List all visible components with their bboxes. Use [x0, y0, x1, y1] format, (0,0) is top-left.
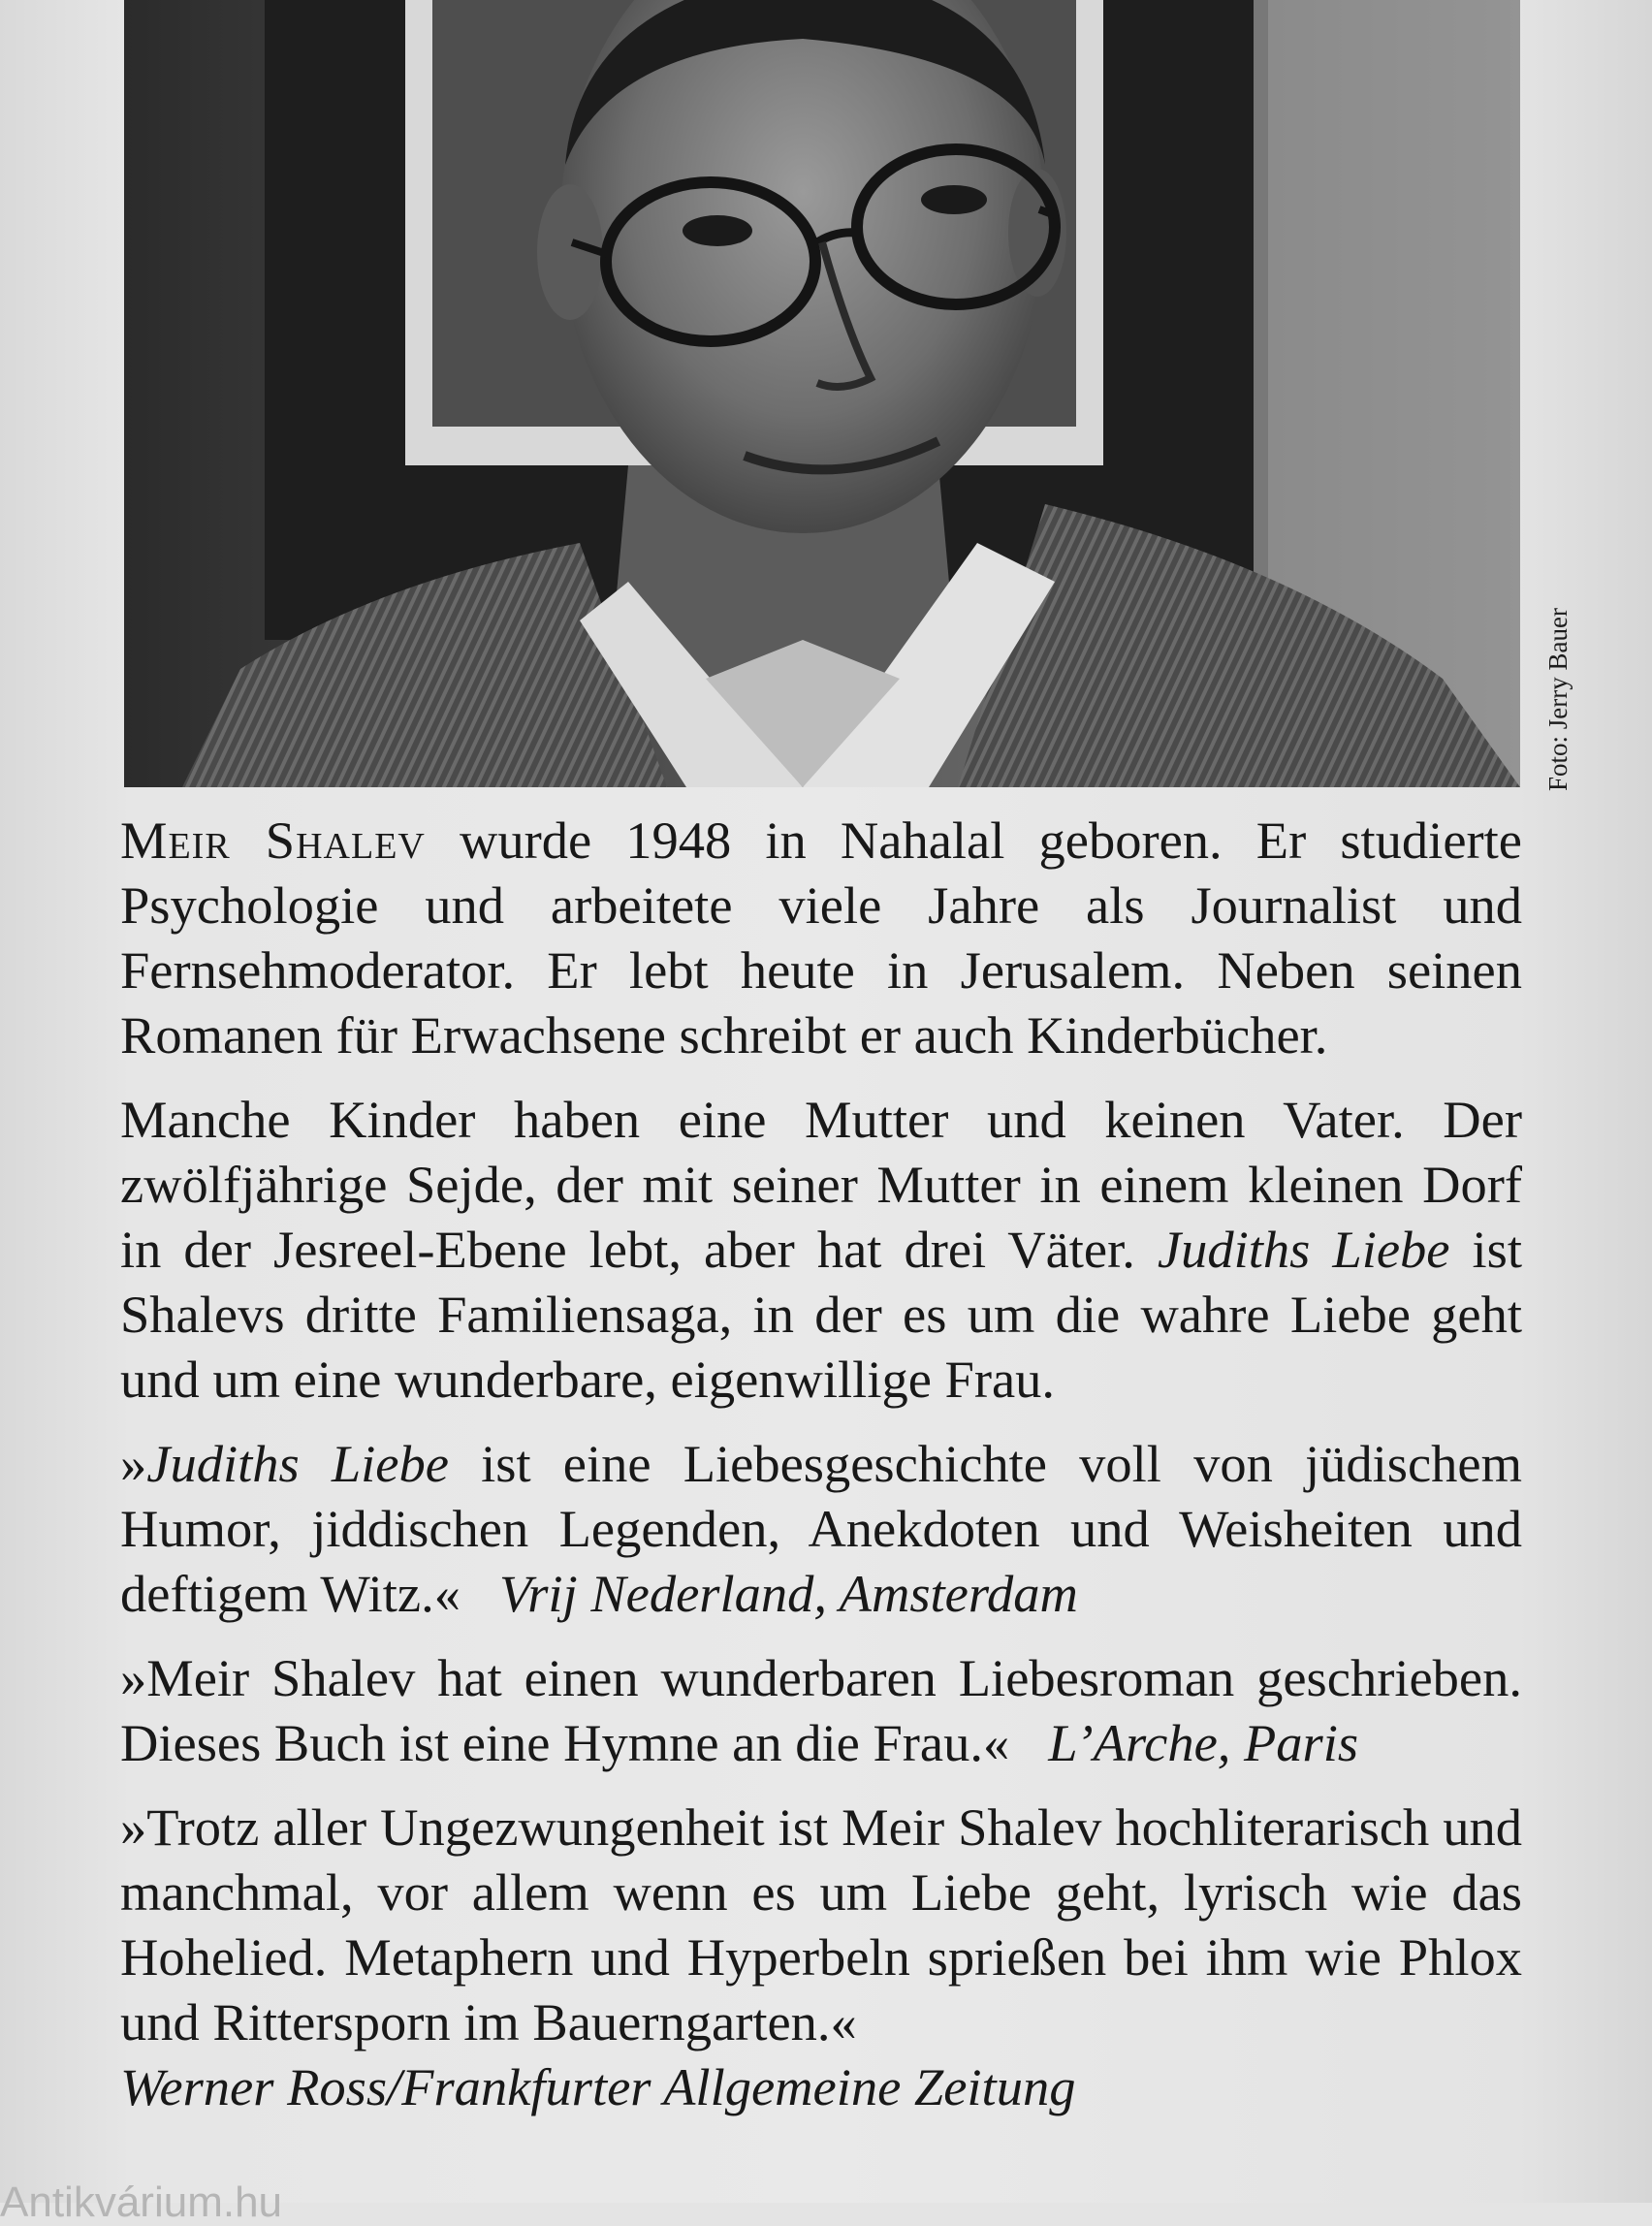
- photo-credit-text: Foto: Jerry Bauer: [1543, 608, 1573, 791]
- quote-1-open-mark: »: [120, 1434, 147, 1493]
- review-quote-3: [120, 1795, 1522, 2119]
- author-bio-text: wurde 1948 in Nahalal geboren. Er studierte Psychologie und arbeitete viele Jahre als Journalist und Fernsehmoderator. Er lebt heute in Jerusalem. Neben seinen Romanen für Erwachsene schreibt er auch Kinderbücher.: [120, 811, 1522, 1065]
- quote-1-source: Vrij Nederland, Amsterdam: [498, 1564, 1078, 1623]
- quote-3-source: Werner Ross/Frankfurter Allgemeine Zeitung: [120, 2057, 1076, 2116]
- photo-credit: [1540, 539, 1598, 791]
- author-bio: [120, 808, 1522, 1067]
- author-name: Meir Shalev: [120, 811, 426, 870]
- summary-book-title: Judiths Liebe: [1157, 1220, 1450, 1279]
- book-summary: [120, 1087, 1522, 1412]
- review-quote-2: [120, 1645, 1522, 1775]
- watermark: Antikvárium.hu: [0, 2178, 283, 2226]
- author-photo: [124, 0, 1520, 787]
- back-cover-text: [120, 808, 1522, 2139]
- quote-1-book-title: Judiths Liebe: [146, 1434, 449, 1493]
- quote-1-text: ist eine Liebesgeschichte voll von jüdischem Humor, jiddischen Legenden, Anekdoten und Weisheiten und deftigem Witz.«: [120, 1434, 1523, 1623]
- review-quote-1: [120, 1431, 1522, 1626]
- quote-2-text: »Meir Shalev hat einen wunderbaren Liebesroman geschrieben. Dieses Buch ist eine Hymne an die Frau.«: [120, 1648, 1522, 1772]
- summary-intro: Manche Kinder haben eine Mutter und keinen Vater. Der zwölfjährige Sejde, der mit seiner Mutter in einem kleinen Dorf in der Jesreel-Ebene lebt, aber hat drei Väter.: [120, 1090, 1522, 1279]
- summary-rest: ist Shalevs dritte Familiensaga, in der es um die wahre Liebe geht und um eine wunderbare, eigenwillige Frau.: [120, 1220, 1522, 1409]
- quote-3-text: »Trotz aller Ungezwungenheit ist Meir Shalev hochliterarisch und manchmal, vor allem wenn es um Liebe geht, lyrisch wie das Hohelied. Metaphern und Hyperbeln sprießen bei ihm wie Phlox und Rittersporn im Bauerngarten.«: [120, 1797, 1522, 2051]
- quote-2-source: L’Arche, Paris: [1048, 1713, 1359, 1772]
